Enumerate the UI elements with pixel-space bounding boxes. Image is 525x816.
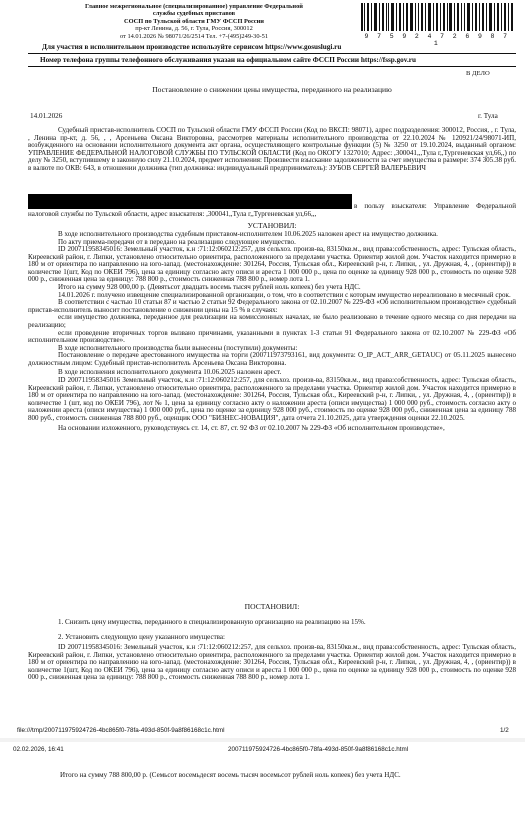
decision-point-2: 2. Установить следующую цену указанного имущества: (58, 632, 225, 641)
section-heading-established: УСТАНОВИЛ: (247, 221, 297, 230)
established-paragraph: если проведение вторичных торгов вызвано причинами, указанными в пунктах 1-3 статьи 91 Федерального закона от 02.10.2007 № 229-ФЗ «Об исполнительном производстве». (28, 328, 516, 345)
document-city: г. Тула (478, 112, 498, 120)
total-sum-text: Итого на сумму 788 800,00 р. (Семьсот восемьдесят восемь тысяч восемьсот рублей ноль копеек) без учета НДС. (60, 771, 401, 779)
page-number: 1/2 (500, 727, 509, 734)
gosuslugi-note: Для участия в исполнительном производстве используйте сервисом https://www.gosuslugi.ru (42, 43, 342, 51)
document-title: Постановление о снижении цены имущества, переданного на реализацию (152, 85, 392, 94)
decision-item: ID 200711958345016: Земельный участок, к.н :71:12:060212:257, для сельхоз. произв-ва, 83150кв.м., вид права:собственность, адрес: Тульская область, Киреевский район, г. Липки, установлено относительно ориентира, расположенного за пределами участка. Ориентир жилой дом. Участок находится примерно в 180 м от ориентира по направлению на юго-запад. (местонахождение: 301264, Россия, Тульская обл., Киреевский р-н, г. Липки, , ул. Дружная, 4, , (ориентир)) в количестве 1(шт, Код по ОКЕИ 796), цена за единицу согласно акту описи и ареста 1 000 000 р., цена по оценке за единицу 928 000 р., стоимость по оценке 928 000 р., сниженная цена за единицу: 788 800 р., стоимость сниженная 788 800 р., номер лота 1. (28, 643, 516, 682)
document-page-2 (0, 742, 525, 816)
issuer-line-1: Главное межрегиональное (специализированное) управление Федеральной (85, 3, 303, 10)
decision-point-1: 1. Снизить цену имущества, переданного в специализированную организацию на реализацию на 15%. (58, 618, 366, 626)
print-filename: 200711975924726-4bc865f0-78fa-493d-850f-9a8f86168c1c.html (228, 746, 409, 753)
established-section (28, 231, 516, 433)
issuer-reference: от 14.01.2026 № 98071/26/2514 Тел. +7-(495)249-30-51 (119, 32, 269, 40)
established-paragraph: Постановление о передаче арестованного имущества на торги (200711973793161, вид документа: O_IP_ACT_ARR_GETAUC) от 05.11.2025 вынесено должностным лицом: Судебный пристав-исполнитель Арсеньева Оксана Викторовна. (28, 351, 516, 367)
established-paragraph: В соответствии с частью 10 статьи 87 и частью 2 статьи 92 Федерального закона от 02.10.2007 № 229-ФЗ «Об исполнительном производстве» судебный пристав-исполнитель выносит постановление о снижении цены на 15 % в случаях: (28, 298, 516, 314)
established-paragraph: 14.01.2026 г. получено извещение специализированной организации, о том, что в соответствии с которым имущество нереализовано в месячный срок. (58, 290, 511, 299)
issuer-header (28, 3, 360, 40)
print-datetime: 02.02.2026, 16:41 (13, 746, 64, 753)
divider (28, 53, 516, 54)
divider (28, 66, 516, 67)
established-paragraph: В ходе исполнения исполнительного документа 10.06.2025 наложен арест. (58, 368, 282, 377)
intro-tail: в пользу взыскателя: Управление Федеральной налоговой службы по Тульской области, адрес взыскателя: ,300041,,Тула г,,Тургеневская ул,66,,, (28, 202, 516, 218)
page2-paragraph (30, 772, 510, 780)
established-paragraph: На основании изложенного, руководствуясь ст. 14, ст. 87, ст. 92 ФЗ от 02.10.2007 № 229-ФЗ «Об исполнительном производстве», (58, 424, 445, 433)
issuer-line-3: СОСП по Тульской области ГМУ ФССП России (123, 17, 264, 25)
established-paragraph: По акту приема-передачи от в передано на реализацию следующее имущество. (58, 237, 296, 246)
destination: В ДЕЛО (466, 70, 490, 77)
intro-paragraph (28, 127, 516, 172)
decision-section (28, 619, 516, 682)
established-paragraph: В ходе исполнительного производства были вынесены (поступили) документы: (58, 343, 298, 352)
print-footer-path: file:///tmp/200711975924726-4bc865f0-78fa-493d-850f-9a8f86168c1c.html (17, 727, 225, 734)
barcode-digits: 9 7 5 9 2 4 7 2 6 9 8 7 1 (364, 33, 510, 47)
issuer-address: пр-кт Ленина, д. 56, г. Тула, Россия, 300012 (135, 25, 253, 33)
established-paragraph: В ходе исполнительного производства судебным приставом-исполнителем 10.06.2025 наложен арест на имущество должника. (58, 230, 438, 238)
established-paragraph: ID 200711958345016 Земельный участок, к.н :71:12:060212:257, для сельхоз. произв-ва, 83150кв.м., вид права:собственность, адрес: Тульская область, Киреевский район, г. Липки, установлено относительно ориентира, расположенного за пределами участка. Ориентир жилой дом. Участок находится примерно в 180 м от ориентира по направлению на юго-запад. (местонахождение: 301264, Россия, Тульская обл., Киреевский р-н, г. Липки, , ул. Дружная, 4, , (ориентир)) в количестве 1 (шт, код по ОКЕИ 796), лот № 1, цена за единицу согласно акту о наложении ареста (описи имущества) 1 000 000 руб., стоимость согласно акту о наложении ареста (описи имущества) 1 000 000 руб., цена по оценке за единицу 928 000 руб., стоимость по оценке 928 000 руб., сниженная цена за единицу 788 800 руб., стоимость сниженная 788 800 руб., оценщик ООО "БИЗНЕС-НОВАЦИЯ", дата отчета 21.10.2025, дата утверждения оценки 22.10.2025. (28, 375, 516, 422)
established-paragraph: Итого на сумму 928 000,00 р. (Девятьсот двадцать восемь тысяч рублей ноль копеек) без учета НДС. (58, 283, 361, 292)
established-paragraph: если имущество должника, переданное для реализации на комиссионных началах, не было реализовано в течение одного месяца со дня передачи на реализацию; (28, 313, 516, 329)
document-date: 14.01.2026 (30, 112, 63, 120)
barcode (361, 3, 513, 31)
section-heading-decided: ПОСТАНОВИЛ: (244, 602, 300, 611)
issuer-line-2: службы судебных приставов (152, 10, 236, 18)
intro-text: Судебный пристав-исполнитель СОСП по Тульской области ГМУ ФССП России (Код по ВКСП: 98071), адрес подразделения: 300012, Россия, , г. Тула, , Ленина пр-кт, д. 56, , , Арсеньева Оксана Викторовна, рассмотрев материалы исполнительного производства от 22.10.2024 № 120921/24/98071-ИП, возбужденного на основании исполнительного документа акт органа, осуществляющего контрольные функции (5) № 3250 от 19.10.2024, выданный органом: УПРАВЛЕНИЕ ФЕДЕРАЛЬНОЙ НАЛОГОВОЙ СЛУЖБЫ ПО ТУЛЬСКОЙ ОБЛАСТИ (Код по ОКОГУ 1327010; Адрес: ,300041,,,Тула г,,Тургеневская ул,66,,) по делу № 3250, вступившему в законную силу 21.10.2024, предмет исполнения: Произвести взыскание задолженности за счет имущества в размере: 374 305.38 руб. в валюте по ОКВ: 643, в отношении должника (тип должника: индивидуальный предприниматель): ЗУБОВ СЕРГЕЙ ВАЛЕРЬЕВИЧ (28, 126, 516, 172)
established-paragraph: ID 200711958345016: Земельный участок, к.н :71:12:060212:257, для сельхоз. произв-ва, 83150кв.м., вид права:собственность, адрес: Тульская область, Киреевский район, г. Липки, установлено относительно ориентира, расположенного за пределами участка. Ориентир жилой дом. Участок находится примерно в 180 м от ориентира по направлению на юго-запад. (местонахождение: 301264, Россия, Тульская обл., Киреевский р-н, г. Липки, , ул. Дружная, 4, , (ориентир)) в количестве 1(шт, Код по ОКЕИ 796), цена за единицу согласно акту описи и ареста 1 000 000 р., цена по оценке за единицу 928 000 р., стоимость по оценке 928 000 р., сниженная цена за единицу: 788 800 р., стоимость сниженная 788 800 р., номер лота 1. (28, 245, 516, 284)
phone-note: Номер телефона группы телефонного обслуживания указан на официальном сайте ФССП России https://fssp.gov.ru (40, 56, 416, 64)
